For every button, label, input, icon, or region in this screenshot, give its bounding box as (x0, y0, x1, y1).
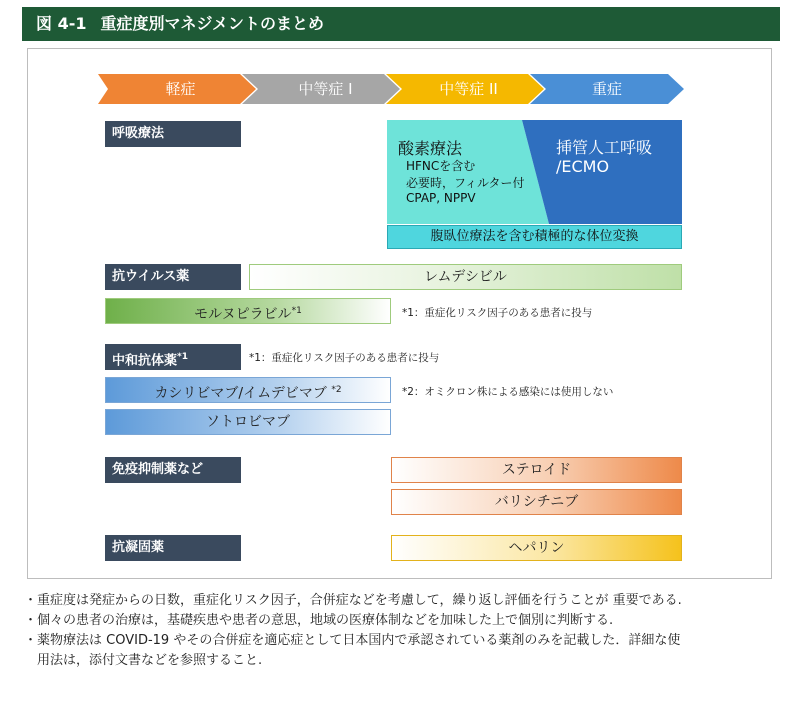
heparin-bar: ヘパリン (391, 535, 682, 561)
oxygen-therapy-title: 酸素療法 (398, 139, 463, 158)
oxygen-line-cpap: CPAP, NPPV (406, 191, 476, 205)
footer-note-3: ・薬物療法は COVID-19 やその合併症を適応症として日本国内で承認されている薬剤のみを記載した．詳細な使 (24, 633, 681, 648)
molnupiravir-bar (105, 298, 391, 324)
stage-label-moderate-1: 中等症 I (298, 80, 353, 98)
casirivimab-bar (105, 377, 391, 403)
category-respiratory: 呼吸療法 (105, 121, 241, 147)
molnupiravir-note: *1：重症化リスク因子のある患者に投与 (402, 307, 593, 319)
antibody-note-2: *2：オミクロン株による感染には使用しない (402, 386, 614, 398)
category-antibody-mark: *1 (177, 352, 188, 362)
footer-note-1: ・重症度は発症からの日数，重症化リスク因子，合併症などを考慮して，繰り返し評価を行うことが 重要である. (24, 593, 682, 608)
molnupiravir-label: モルヌピラビル (194, 306, 292, 323)
footer-note-4: 用法は，添付文書などを参照すること. (24, 653, 263, 668)
oxygen-line-filter: 必要時，フィルター付 (406, 176, 525, 190)
prone-positioning-bar: 腹臥位療法を含む積極的な体位変換 (387, 225, 682, 249)
category-antibody-label: 中和抗体薬 (112, 353, 178, 369)
category-antibody (105, 344, 241, 370)
oxygen-line-hfnc: HFNCを含む (406, 159, 476, 173)
antibody-note-1: *1：重症化リスク因子のある患者に投与 (249, 352, 440, 364)
stage-label-moderate-2: 中等症 II (439, 80, 498, 98)
figure-title: 重症度別マネジメントのまとめ (100, 14, 325, 33)
stage-label-severe: 重症 (591, 80, 622, 98)
steroid-bar: ステロイド (391, 457, 682, 483)
stage-label-mild: 軽症 (165, 80, 196, 98)
category-anticoagulant: 抗凝固薬 (105, 535, 241, 561)
footer-note-2: ・個々の患者の治療は，基礎疾患や患者の意思，地域の医療体制などを加味した上で個別に判断する. (24, 613, 614, 628)
casirivimab-label: カシリビマブ/イムデビマブ (154, 385, 327, 402)
ventilation-line1: 挿管人工呼吸 (556, 138, 653, 157)
remdesivir-bar: レムデシビル (249, 264, 682, 290)
sotrovimab-bar: ソトロビマブ (105, 409, 391, 435)
category-immunosuppressant: 免疫抑制薬など (105, 457, 241, 483)
casirivimab-mark: *2 (331, 385, 342, 395)
category-antiviral: 抗ウイルス薬 (105, 264, 241, 290)
figure-number: 図 4-1 (36, 14, 87, 33)
figure-header (22, 7, 780, 41)
molnupiravir-mark: *1 (291, 306, 302, 316)
baricitinib-bar: バリシチニブ (391, 489, 682, 515)
ventilation-line2: /ECMO (556, 157, 610, 176)
